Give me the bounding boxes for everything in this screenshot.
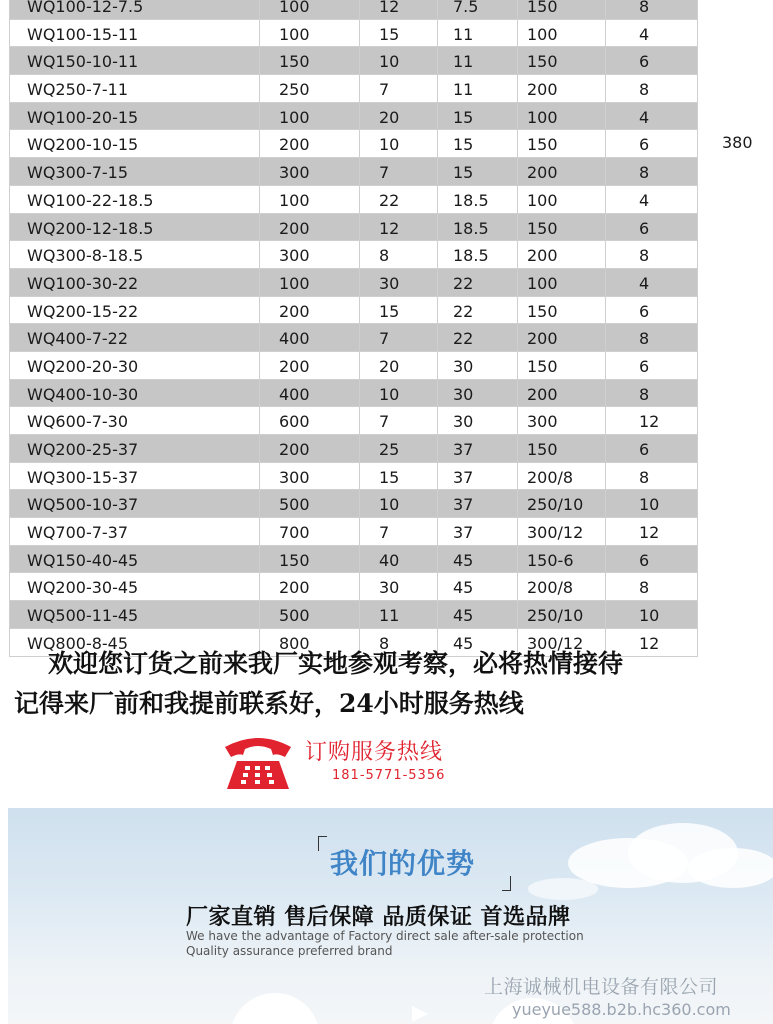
power-cell: 7.5: [453, 0, 479, 16]
table-row: [9, 352, 697, 380]
table-row: [9, 75, 697, 103]
model-cell: WQ150-40-45: [27, 550, 139, 570]
head-cell: 7: [379, 523, 390, 543]
head-cell: 10: [379, 52, 400, 72]
head-cell: 7: [379, 412, 390, 432]
table-row: [9, 0, 697, 20]
weight-cell: 10: [639, 495, 660, 515]
weight-cell: 4: [639, 24, 650, 44]
table-row: [9, 435, 697, 463]
model-cell: WQ100-20-15: [27, 107, 139, 127]
weight-cell: 6: [639, 440, 650, 459]
weight-cell: 8: [639, 80, 650, 100]
cloud-shape: [688, 848, 773, 888]
table-row: [9, 573, 697, 601]
hotline-number: 181-5771-5356: [332, 768, 446, 783]
diameter-cell: 150: [527, 440, 558, 459]
model-cell: WQ500-10-37: [27, 495, 139, 515]
advantage-title: 我们的优势: [330, 847, 476, 880]
table-row: [9, 103, 697, 131]
head-cell: 7: [379, 80, 390, 100]
cloud-shape: [528, 878, 598, 900]
model-cell: WQ100-22-18.5: [27, 190, 154, 210]
head-cell: 15: [379, 301, 400, 321]
column-divider: [9, 0, 10, 657]
advantage-subtitle: 厂家直销 售后保障 品质保证 首选品牌: [186, 905, 571, 930]
column-divider: [437, 0, 438, 657]
model-cell: WQ300-8-18.5: [27, 246, 144, 266]
table-row: [9, 269, 697, 297]
table-row: [9, 380, 697, 408]
power-cell: 22: [453, 329, 474, 349]
power-cell: 18.5: [453, 190, 489, 210]
model-cell: WQ200-25-37: [27, 440, 139, 459]
weight-cell: 6: [639, 356, 650, 376]
model-cell: WQ200-15-22: [27, 301, 139, 321]
model-cell: WQ300-15-37: [27, 467, 139, 487]
power-cell: 37: [453, 495, 474, 515]
diameter-cell: 200: [527, 329, 558, 349]
power-cell: 37: [453, 440, 474, 459]
weight-cell: 10: [639, 606, 660, 626]
weight-cell: 4: [639, 273, 650, 293]
flow-cell: 500: [279, 495, 310, 515]
flow-cell: 200: [279, 135, 310, 155]
head-cell: 7: [379, 329, 390, 349]
diameter-cell: 200: [527, 163, 558, 183]
power-cell: 30: [453, 412, 474, 432]
head-cell: 15: [379, 24, 400, 44]
table-row: [9, 20, 697, 48]
flow-cell: 200: [279, 356, 310, 376]
table-row: [9, 546, 697, 574]
weight-cell: 6: [639, 52, 650, 72]
head-cell: 11: [379, 606, 400, 626]
head-cell: 15: [379, 467, 400, 487]
weight-cell: 6: [639, 218, 650, 238]
model-cell: WQ200-10-15: [27, 135, 139, 155]
advantage-english-line-1: We have the advantage of Factory direct sale after-sale protection: [186, 929, 584, 943]
power-cell: 11: [453, 80, 474, 100]
table-row: [9, 463, 697, 491]
welcome-text: [14, 644, 764, 724]
column-divider: [517, 0, 518, 657]
welcome-line-1: 欢迎您订货之前来我厂实地参观考察，必将热情接待: [48, 649, 624, 678]
flow-cell: 100: [279, 107, 310, 127]
power-cell: 30: [453, 384, 474, 404]
table-row: [9, 241, 697, 269]
diameter-cell: 100: [527, 273, 558, 293]
flow-cell: 200: [279, 578, 310, 598]
head-cell: 22: [379, 190, 400, 210]
power-cell: 18.5: [453, 246, 489, 266]
diameter-cell: 150: [527, 218, 558, 238]
power-cell: 15: [453, 135, 474, 155]
head-cell: 30: [379, 273, 400, 293]
weight-cell: 8: [639, 578, 650, 598]
table-row: [9, 130, 697, 158]
weight-cell: 12: [639, 523, 660, 543]
table-row: [9, 297, 697, 325]
head-cell: 7: [379, 163, 390, 183]
power-cell: 30: [453, 356, 474, 376]
diameter-cell: 300/12: [527, 523, 584, 543]
column-divider: [359, 0, 360, 657]
weight-cell: 6: [639, 550, 650, 570]
power-cell: 11: [453, 24, 474, 44]
flow-cell: 300: [279, 163, 310, 183]
diameter-cell: 200/8: [527, 578, 574, 598]
power-cell: 45: [453, 606, 474, 626]
power-cell: 45: [453, 550, 474, 570]
diameter-cell: 300/12: [527, 633, 584, 653]
diameter-cell: 100: [527, 24, 558, 44]
diameter-cell: 300: [527, 412, 558, 432]
head-cell: 8: [379, 246, 390, 266]
feature-circle: [230, 993, 320, 1024]
flow-cell: 100: [279, 0, 310, 16]
power-cell: 15: [453, 163, 474, 183]
flow-cell: 100: [279, 190, 310, 210]
head-cell: 20: [379, 107, 400, 127]
table-row: [9, 518, 697, 546]
power-cell: 22: [453, 301, 474, 321]
advantage-english-line-2: Quality assurance preferred brand: [186, 944, 393, 958]
table-row: [9, 490, 697, 518]
diameter-cell: 250/10: [527, 495, 584, 515]
model-cell: WQ200-12-18.5: [27, 218, 154, 238]
power-cell: 37: [453, 523, 474, 543]
table-row: [9, 47, 697, 75]
power-cell: 22: [453, 273, 474, 293]
diameter-cell: 250/10: [527, 606, 584, 626]
head-cell: 12: [379, 218, 400, 238]
flow-cell: 150: [279, 550, 310, 570]
model-cell: WQ100-12-7.5: [27, 0, 144, 16]
power-cell: 15: [453, 107, 474, 127]
watermark-url: yueyue588.b2b.hc360.com: [512, 1000, 731, 1019]
model-cell: WQ250-7-11: [27, 80, 129, 100]
diameter-cell: 100: [527, 190, 558, 210]
diameter-cell: 150: [527, 356, 558, 376]
model-cell: WQ600-7-30: [27, 412, 129, 432]
flow-cell: 400: [279, 329, 310, 349]
weight-cell: 4: [639, 107, 650, 127]
weight-cell: 4: [639, 190, 650, 210]
title-bracket-right: [502, 876, 511, 891]
model-cell: WQ150-10-11: [27, 52, 139, 72]
flow-cell: 150: [279, 52, 310, 72]
weight-cell: 12: [639, 633, 660, 653]
model-cell: WQ700-7-37: [27, 523, 129, 543]
column-divider: [697, 0, 698, 657]
weight-cell: 8: [639, 0, 650, 16]
diameter-cell: 200/8: [527, 467, 574, 487]
table-row: [9, 601, 697, 629]
table-row: [9, 407, 697, 435]
watermark-company: 上海诚械机电设备有限公司: [484, 976, 719, 998]
head-cell: 30: [379, 578, 400, 598]
flow-cell: 400: [279, 384, 310, 404]
table-row: [9, 158, 697, 186]
model-cell: WQ800-8-45: [27, 633, 129, 653]
spec-table: [9, 0, 697, 657]
diameter-cell: 150: [527, 52, 558, 72]
flow-cell: 700: [279, 523, 310, 543]
flow-cell: 300: [279, 467, 310, 487]
model-cell: WQ500-11-45: [27, 606, 139, 626]
flow-cell: 800: [279, 633, 310, 653]
model-cell: WQ200-30-45: [27, 578, 139, 598]
weight-cell: 6: [639, 135, 650, 155]
voltage-value: 380: [722, 133, 753, 152]
diameter-cell: 150: [527, 0, 558, 16]
head-cell: 10: [379, 384, 400, 404]
head-cell: 10: [379, 495, 400, 515]
diameter-cell: 150-6: [527, 550, 574, 570]
head-cell: 8: [379, 633, 390, 653]
flow-cell: 500: [279, 606, 310, 626]
title-bracket-left: [318, 836, 327, 851]
power-cell: 18.5: [453, 218, 489, 238]
head-cell: 20: [379, 356, 400, 376]
power-cell: 37: [453, 467, 474, 487]
head-cell: 12: [379, 0, 400, 16]
weight-cell: 8: [639, 384, 650, 404]
head-cell: 25: [379, 440, 400, 459]
column-divider: [605, 0, 606, 657]
column-divider: [259, 0, 260, 657]
flow-cell: 250: [279, 80, 310, 100]
flow-cell: 100: [279, 273, 310, 293]
head-cell: 10: [379, 135, 400, 155]
table-row: [9, 214, 697, 242]
model-cell: WQ400-7-22: [27, 329, 129, 349]
weight-cell: 12: [639, 412, 660, 432]
table-row: [9, 186, 697, 214]
flow-cell: 100: [279, 24, 310, 44]
head-cell: 40: [379, 550, 400, 570]
flow-cell: 200: [279, 218, 310, 238]
power-cell: 45: [453, 633, 474, 653]
flow-cell: 600: [279, 412, 310, 432]
advantage-english: [186, 929, 584, 959]
table-row: [9, 324, 697, 352]
model-cell: WQ100-30-22: [27, 273, 139, 293]
flow-cell: 200: [279, 301, 310, 321]
power-cell: 45: [453, 578, 474, 598]
diameter-cell: 150: [527, 135, 558, 155]
weight-cell: 8: [639, 329, 650, 349]
diameter-cell: 200: [527, 80, 558, 100]
model-cell: WQ200-20-30: [27, 356, 139, 376]
telephone-icon: [219, 733, 297, 791]
flow-cell: 300: [279, 246, 310, 266]
diameter-cell: 200: [527, 246, 558, 266]
welcome-line-2: 记得来厂前和我提前联系好，24小时服务热线: [14, 689, 524, 718]
flow-cell: 200: [279, 440, 310, 459]
model-cell: WQ300-7-15: [27, 163, 129, 183]
model-cell: WQ100-15-11: [27, 24, 139, 44]
hotline-title: 订购服务热线: [305, 740, 444, 765]
power-cell: 11: [453, 52, 474, 72]
weight-cell: 8: [639, 246, 650, 266]
diameter-cell: 100: [527, 107, 558, 127]
weight-cell: 8: [639, 163, 650, 183]
diameter-cell: 200: [527, 384, 558, 404]
arrow-icon: [368, 1004, 428, 1024]
weight-cell: 8: [639, 467, 650, 487]
diameter-cell: 150: [527, 301, 558, 321]
model-cell: WQ400-10-30: [27, 384, 139, 404]
weight-cell: 6: [639, 301, 650, 321]
